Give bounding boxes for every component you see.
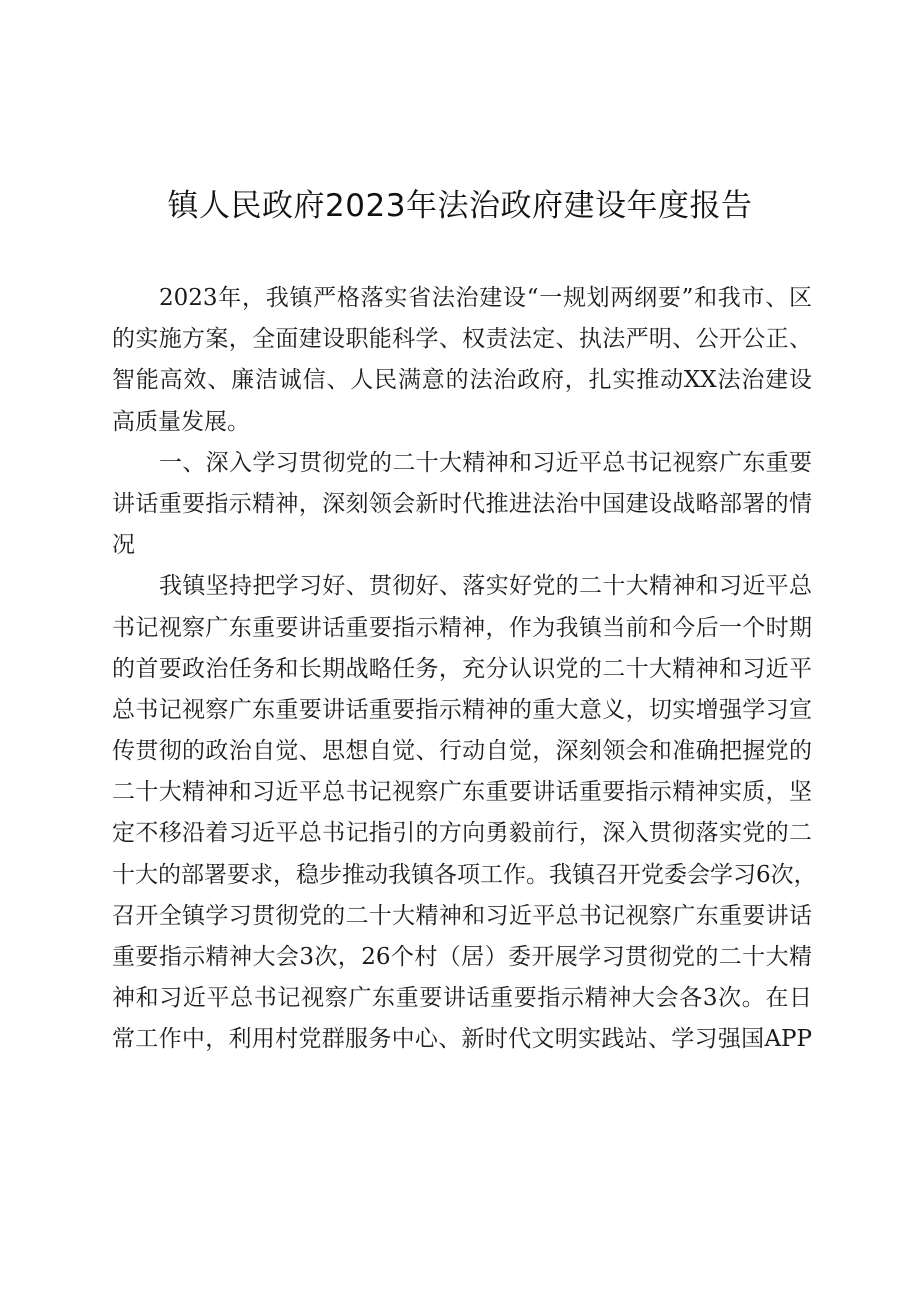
paragraph-line: 常工作中，利用村党群服务中心、新时代文明实践站、学习强国APP [112,1026,812,1053]
paragraph-line: 二十大精神和习近平总书记视察广东重要讲话重要指示精神实质，坚 [112,779,812,806]
paragraph-line: 传贯彻的政治自觉、思想自觉、行动自觉，深刻领会和准确把握党的 [112,738,812,765]
section-heading-line: 一、深入学习贯彻党的二十大精神和习近平总书记视察广东重要 [159,449,812,476]
paragraph-line: 召开全镇学习贯彻党的二十大精神和习近平总书记视察广东重要讲话 [112,902,812,929]
paragraph-line: 的实施方案，全面建设职能科学、权责法定、执法严明、公开公正、 [112,326,812,353]
paragraph-line: 重要指示精神大会3次，26个村（居）委开展学习贯彻党的二十大精 [112,944,812,970]
section-heading-line: 况 [112,532,135,559]
document-title: 镇人民政府2023年法治政府建设年度报告 [167,188,753,224]
paragraph-line: 书记视察广东重要讲话重要指示精神，作为我镇当前和今后一个时期 [112,614,812,641]
paragraph-line: 我镇坚持把学习好、贯彻好、落实好党的二十大精神和习近平总 [159,573,812,600]
section-heading-line: 讲话重要指示精神，深刻领会新时代推进法治中国建设战略部署的情 [112,490,812,517]
paragraph-line: 总书记视察广东重要讲话重要指示精神的重大意义，切实增强学习宣 [112,696,812,723]
document-body [112,278,817,1061]
paragraph-line: 高质量发展。 [112,408,250,435]
paragraph-line: 2023年，我镇严格落实省法治建设“一规划两纲要”和我市、区 [159,285,812,311]
paragraph-line: 定不移沿着习近平总书记指引的方向勇毅前行，深入贯彻落实党的二 [112,820,812,847]
paragraph-line: 十大的部署要求，稳步推动我镇各项工作。我镇召开党委会学习6次， [112,861,817,888]
paragraph-line: 的首要政治任务和长期战略任务，充分认识党的二十大精神和习近平 [112,655,812,682]
paragraph-line: 智能高效、廉洁诚信、人民满意的法治政府，扎实推动XX法治建设 [112,367,812,394]
paragraph-line: 神和习近平总书记视察广东重要讲话重要指示精神大会各3次。在日 [112,985,812,1012]
